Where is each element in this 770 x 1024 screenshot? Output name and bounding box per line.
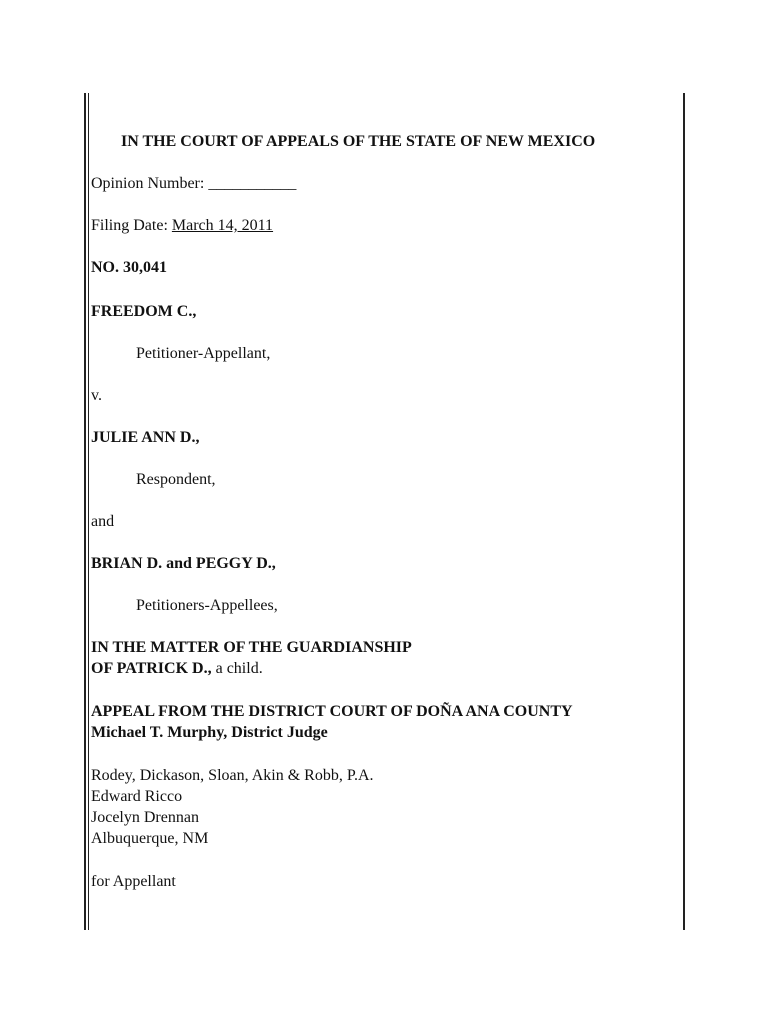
court-heading: IN THE COURT OF APPEALS OF THE STATE OF NEW MEXICO: [121, 133, 596, 150]
left-margin-rule-outer: [84, 93, 86, 930]
counsel-city: Albuquerque, NM: [91, 830, 209, 847]
filing-date-line: [91, 216, 273, 236]
filing-date-label: Filing Date:: [91, 217, 168, 234]
opinion-number-label: Opinion Number:: [91, 175, 205, 192]
matter-child-name: OF PATRICK D.,: [91, 660, 212, 677]
left-margin-rule-inner: [88, 93, 89, 930]
appeal-judge: Michael T. Murphy, District Judge: [91, 724, 328, 741]
filing-date-value: March 14, 2011: [171, 217, 274, 234]
counsel-firm: Rodey, Dickason, Sloan, Akin & Robb, P.A.: [91, 767, 374, 784]
versus: v.: [91, 387, 102, 404]
right-margin-rule: [683, 93, 685, 930]
case-number: NO. 30,041: [91, 259, 167, 276]
respondent-role: Respondent,: [136, 471, 216, 488]
respondent-name: JULIE ANN D.,: [91, 429, 200, 446]
appellees-name: BRIAN D. and PEGGY D.,: [91, 555, 276, 572]
counsel-for: for Appellant: [91, 873, 176, 890]
appeal-line-1: APPEAL FROM THE DISTRICT COURT OF DOÑA ANA COUNTY: [91, 703, 573, 720]
matter-child-descriptor: a child.: [215, 660, 263, 677]
matter-line-2: [91, 659, 263, 679]
petitioner-role: Petitioner-Appellant,: [136, 345, 271, 362]
conjunction-and: and: [91, 513, 115, 530]
counsel-attorney-2: Jocelyn Drennan: [91, 809, 199, 826]
petitioner-name: FREEDOM C.,: [91, 303, 197, 320]
opinion-number-line: [91, 174, 296, 194]
counsel-attorney-1: Edward Ricco: [91, 788, 183, 805]
opinion-number-value: ___________: [208, 175, 297, 192]
matter-line-1: IN THE MATTER OF THE GUARDIANSHIP: [91, 639, 412, 656]
appellees-role: Petitioners-Appellees,: [136, 597, 278, 614]
